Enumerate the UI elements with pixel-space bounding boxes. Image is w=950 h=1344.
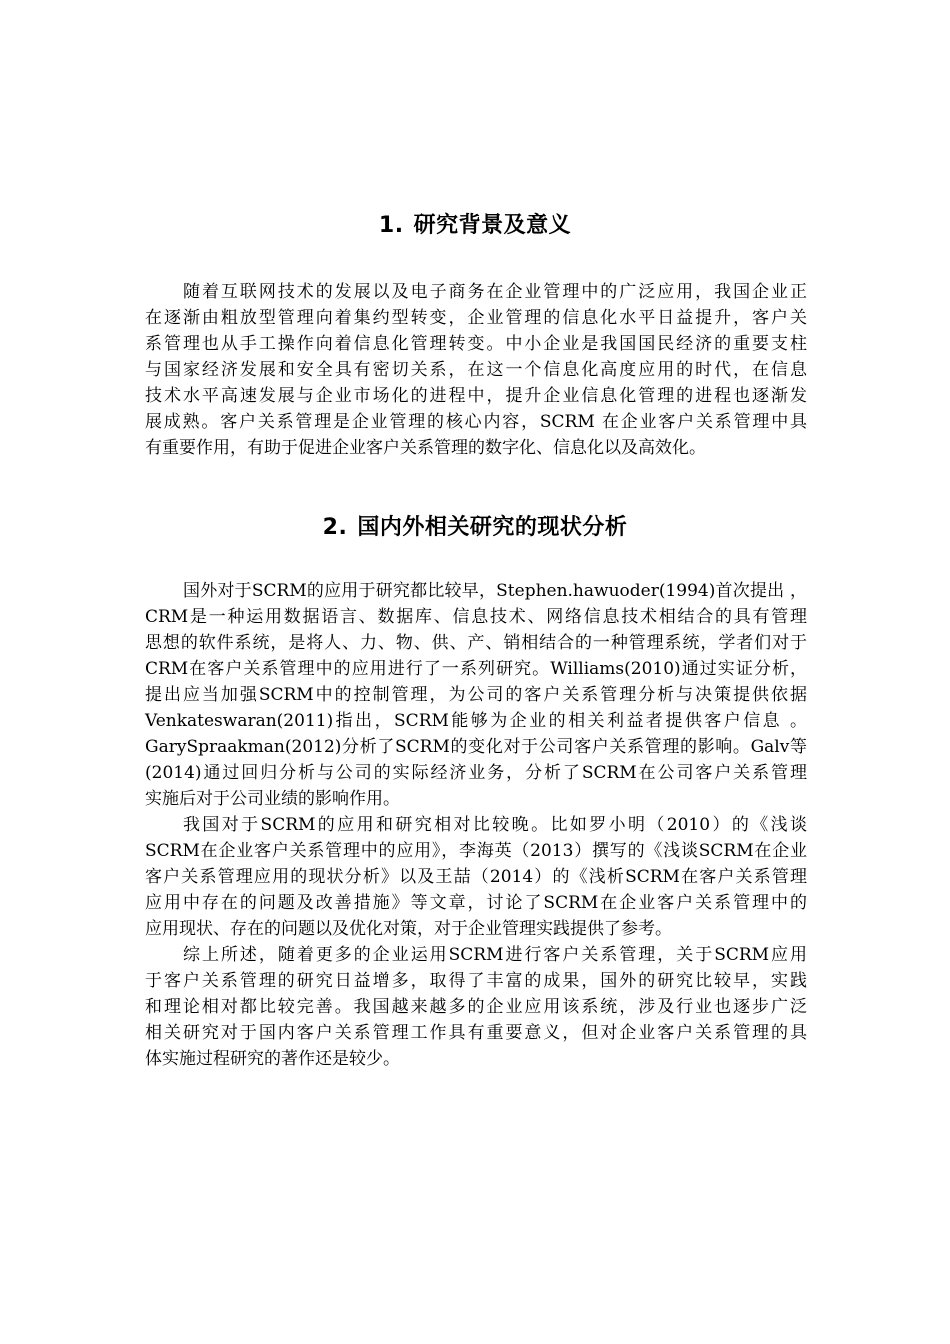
text-line: CRM是一种运用数据语言、数据库、信息技术、网络信息技术相结合的具有管理: [145, 607, 807, 627]
text-line: 在逐渐由粗放型管理向着集约型转变，企业管理的信息化水平日益提升，客户关: [145, 308, 807, 328]
text-line: 与国家经济发展和安全具有密切关系，在这一个信息化高度应用的时代，在信息: [145, 360, 807, 380]
text-line: 随着互联网技术的发展以及电子商务在企业管理中的广泛应用，我国企业正: [183, 282, 807, 302]
section-2-paragraphs: [145, 578, 807, 1072]
text-line: 我国对于SCRM的应用和研究相对比较晚。比如罗小明（2010）的《浅谈: [183, 815, 807, 835]
text-line: 客户关系管理应用的现状分析》以及王喆（2014）的《浅析SCRM在客户关系管理: [145, 867, 807, 887]
section-1-heading: [0, 211, 950, 241]
text-line: CRM在客户关系管理中的应用进行了一系列研究。Williams(2010)通过实证分析，: [145, 659, 807, 679]
text-line: GarySpraakman(2012)分析了SCRM的变化对于公司客户关系管理的影响。Galv等: [145, 737, 807, 757]
text-line: 应用现状、存在的问题以及优化对策，对于企业管理实践提供了参考。: [145, 919, 672, 939]
text-line: 体实施过程研究的著作还是较少。: [145, 1049, 400, 1069]
text-line: 技术水平高速发展与企业市场化的进程中，提升企业信息化管理的进程也逐渐发: [145, 386, 807, 406]
text-line: Venkateswaran(2011)指出，SCRM能够为企业的相关利益者提供客户信息 。: [145, 711, 807, 731]
text-line: 系管理也从手工操作向着信息化管理转变。中小企业是我国国民经济的重要支柱: [145, 334, 807, 354]
text-line: 有重要作用，有助于促进企业客户关系管理的数字化、信息化以及高效化。: [145, 438, 706, 458]
section-1-paragraph: [145, 279, 807, 461]
section-1-title: 研究背景及意义: [413, 213, 572, 238]
text-line: 相关研究对于国内客户关系管理工作具有重要意义，但对企业客户关系管理的具: [145, 1023, 807, 1043]
text-line: SCRM在企业客户关系管理中的应用》，李海英（2013）撰写的《浅谈SCRM在企业: [145, 841, 807, 861]
text-line: 和理论相对都比较完善。我国越来越多的企业应用该系统，涉及行业也逐步广泛: [145, 997, 807, 1017]
text-line: 提出应当加强SCRM中的控制管理，为公司的客户关系管理分析与决策提供依据: [145, 685, 807, 705]
text-line: 实施后对于公司业绩的影响作用。: [145, 789, 400, 809]
text-line: 展成熟。客户关系管理是企业管理的核心内容，SCRM 在企业客户关系管理中具: [145, 412, 807, 432]
text-line: 思想的软件系统，是将人、力、物、供、产、销相结合的一种管理系统，学者们对于: [145, 633, 807, 653]
text-line: 应用中存在的问题及改善措施》等文章，讨论了SCRM在企业客户关系管理中的: [145, 893, 807, 913]
text-line: 国外对于SCRM的应用于研究都比较早，Stephen.hawuoder(1994)首次提出 ，: [183, 581, 807, 601]
section-1-number: 1.: [378, 213, 404, 238]
text-line: (2014)通过回归分析与公司的实际经济业务，分析了SCRM在公司客户关系管理: [145, 763, 807, 783]
text-line: 综上所述，随着更多的企业运用SCRM进行客户关系管理，关于SCRM应用: [183, 945, 807, 965]
section-2-title: 国内外相关研究的现状分析: [357, 515, 628, 540]
text-line: 于客户关系管理的研究日益增多，取得了丰富的成果，国外的研究比较早，实践: [145, 971, 807, 991]
section-2-number: 2.: [322, 515, 348, 540]
section-2-heading: [0, 513, 950, 543]
